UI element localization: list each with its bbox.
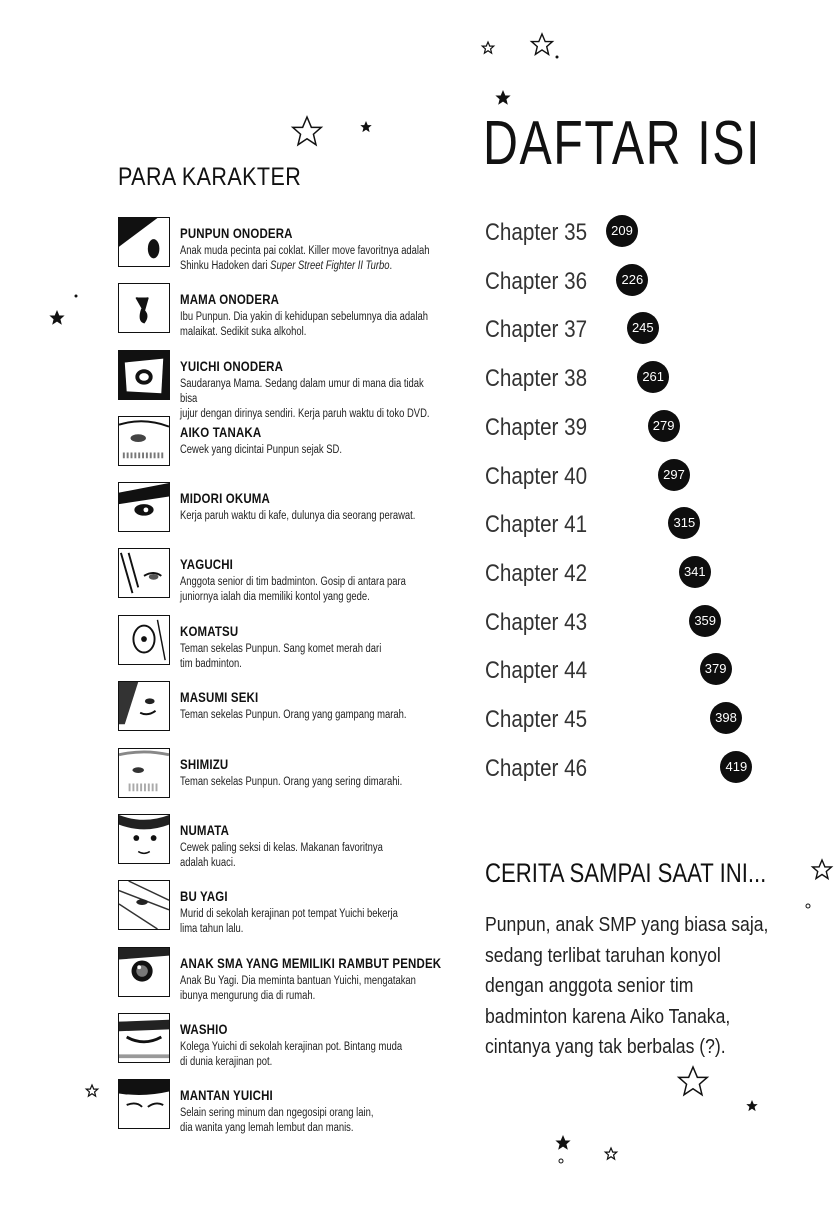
character-portrait [118, 350, 170, 400]
character-portrait [118, 548, 170, 598]
story-body: Punpun, anak SMP yang biasa saja, sedang terlibat taruhan konyol dengan anggota senior tim badminton karena Aiko Tanaka, cintanya yang tak berbalas (?). [485, 914, 769, 1058]
character-portrait [118, 748, 170, 798]
character-name: PUNPUN ONODERA [180, 225, 293, 241]
chapter-label: Chapter 45 [485, 706, 588, 733]
character-entry [118, 681, 458, 735]
character-name: YUICHI ONODERA [180, 358, 284, 374]
character-description [180, 244, 442, 274]
outline-star-icon [293, 117, 322, 145]
page-number-badge: 297 [658, 459, 690, 491]
character-description: Teman sekelas Punpun. Orang yang sering dimarahi. [180, 776, 403, 788]
outline-star-icon [532, 34, 553, 54]
character-portrait [118, 283, 170, 333]
toc-heading: DAFTAR ISI [483, 109, 762, 178]
outline-star-icon [482, 42, 493, 53]
character-portrait [118, 681, 170, 731]
character-description: Kolega Yuichi di sekolah kerajinan pot. Bintang muda di dunia kerajinan pot. [180, 1041, 403, 1068]
story-heading: CERITA SAMPAI SAAT INI... [485, 858, 767, 888]
character-entry [118, 748, 458, 802]
character-entry [118, 548, 458, 602]
page-number-badge: 226 [616, 264, 648, 296]
page-number-badge: 245 [627, 312, 659, 344]
character-portrait [118, 416, 170, 466]
character-entry [118, 1079, 458, 1133]
character-description: Teman sekelas Punpun. Orang yang gampang marah. [180, 709, 407, 721]
character-entry [118, 283, 458, 337]
filled-star-icon [360, 121, 371, 132]
character-name: YAGUCHI [180, 556, 234, 572]
character-description: Cewek yang dicintai Punpun sejak SD. [180, 444, 342, 456]
characters-heading: PARA KARAKTER [118, 163, 302, 191]
character-description: Cewek paling seksi di kelas. Makanan favoritnya adalah kuaci. [180, 842, 383, 869]
chapter-label: Chapter 46 [485, 754, 588, 782]
character-entry [118, 350, 458, 420]
character-entry [118, 416, 458, 470]
character-description: Ibu Punpun. Dia yakin di kehidupan sebelumnya dia adalah malaikat. Sedikit suka alkohol. [180, 311, 428, 338]
character-name: MAMA ONODERA [180, 291, 280, 307]
character-portrait [118, 1013, 170, 1063]
character-name: WASHIO [180, 1021, 228, 1037]
description-punctuation: . [389, 260, 393, 272]
character-name: NUMATA [180, 822, 230, 838]
chapter-label: Chapter 41 [485, 511, 588, 539]
chapter-label: Chapter 40 [485, 462, 588, 490]
page-number-badge: 379 [700, 653, 732, 685]
character-name: SHIMIZU [180, 756, 229, 772]
character-description: Teman sekelas Punpun. Sang komet merah dari tim badminton. [180, 643, 382, 670]
character-description: Selain sering minum dan ngegosipi orang lain, dia wanita yang lemah lembut dan manis. [180, 1107, 374, 1134]
filled-star-icon [49, 310, 64, 325]
character-entry [118, 217, 458, 271]
character-name: ANAK SMA YANG MEMILIKI RAMBUT PENDEK [180, 955, 442, 971]
description-line: Shinku Hadoken dari [180, 260, 271, 272]
page-number-badge: 419 [720, 751, 752, 783]
outline-star-icon [679, 1067, 708, 1095]
outline-star-icon [605, 1148, 616, 1159]
page-number-badge: 359 [689, 605, 721, 637]
character-description: Anggota senior di tim badminton. Gosip di antara para juniornya ialah dia memiliki kontol yang gede. [180, 576, 406, 603]
character-entry [118, 880, 458, 934]
filled-star-icon [555, 1135, 570, 1150]
chapter-label: Chapter 39 [485, 413, 588, 441]
chapter-label: Chapter 37 [485, 316, 588, 344]
chapter-label: Chapter 35 [485, 219, 588, 246]
character-entry [118, 1013, 458, 1067]
page-number-badge: 209 [606, 215, 638, 247]
filled-star-icon [495, 90, 510, 105]
character-entry [118, 814, 458, 868]
character-name: MANTAN YUICHI [180, 1087, 273, 1103]
character-name: AIKO TANAKA [180, 424, 262, 440]
page-number-badge: 261 [637, 361, 669, 393]
chapter-label: Chapter 36 [485, 267, 588, 295]
chapter-label: Chapter 38 [485, 365, 588, 393]
page-number-badge: 398 [710, 702, 742, 734]
character-entry [118, 615, 458, 669]
character-portrait [118, 482, 170, 532]
character-portrait [118, 947, 170, 997]
character-portrait [118, 1079, 170, 1129]
chapter-label: Chapter 42 [485, 559, 588, 587]
filled-star-icon [746, 1100, 757, 1111]
character-name: MASUMI SEKI [180, 689, 259, 705]
game-title: Super Street Fighter II Turbo [270, 260, 390, 272]
page-number-badge: 341 [679, 556, 711, 588]
character-portrait [118, 615, 170, 665]
character-name: BU YAGI [180, 888, 228, 904]
description-line: Anak muda pecinta pai coklat. Killer move favoritnya adalah [180, 245, 430, 257]
outline-star-icon [86, 1085, 97, 1096]
character-description: Anak Bu Yagi. Dia meminta bantuan Yuichi, mengatakan ibunya mengurung dia di rumah. [180, 975, 416, 1002]
character-portrait [118, 880, 170, 930]
character-name: MIDORI OKUMA [180, 490, 270, 506]
character-entry [118, 947, 458, 1001]
chapter-label: Chapter 44 [485, 657, 588, 685]
character-description: Saudaranya Mama. Sedang dalam umur di mana dia tidak bisa jujur dengan dirinya sendiri. Kerja paruh waktu di toko DVD. [180, 378, 430, 420]
outline-star-icon [813, 860, 832, 879]
character-description: Kerja paruh waktu di kafe, dulunya dia seorang perawat. [180, 510, 416, 522]
page-number-badge: 279 [648, 410, 680, 442]
page-number-badge: 315 [668, 507, 700, 539]
character-name: KOMATSU [180, 623, 239, 639]
character-portrait [118, 217, 170, 267]
character-portrait [118, 814, 170, 864]
character-description: Murid di sekolah kerajinan pot tempat Yuichi bekerja lima tahun lalu. [180, 908, 398, 935]
chapter-label: Chapter 43 [485, 608, 588, 636]
character-entry [118, 482, 458, 536]
